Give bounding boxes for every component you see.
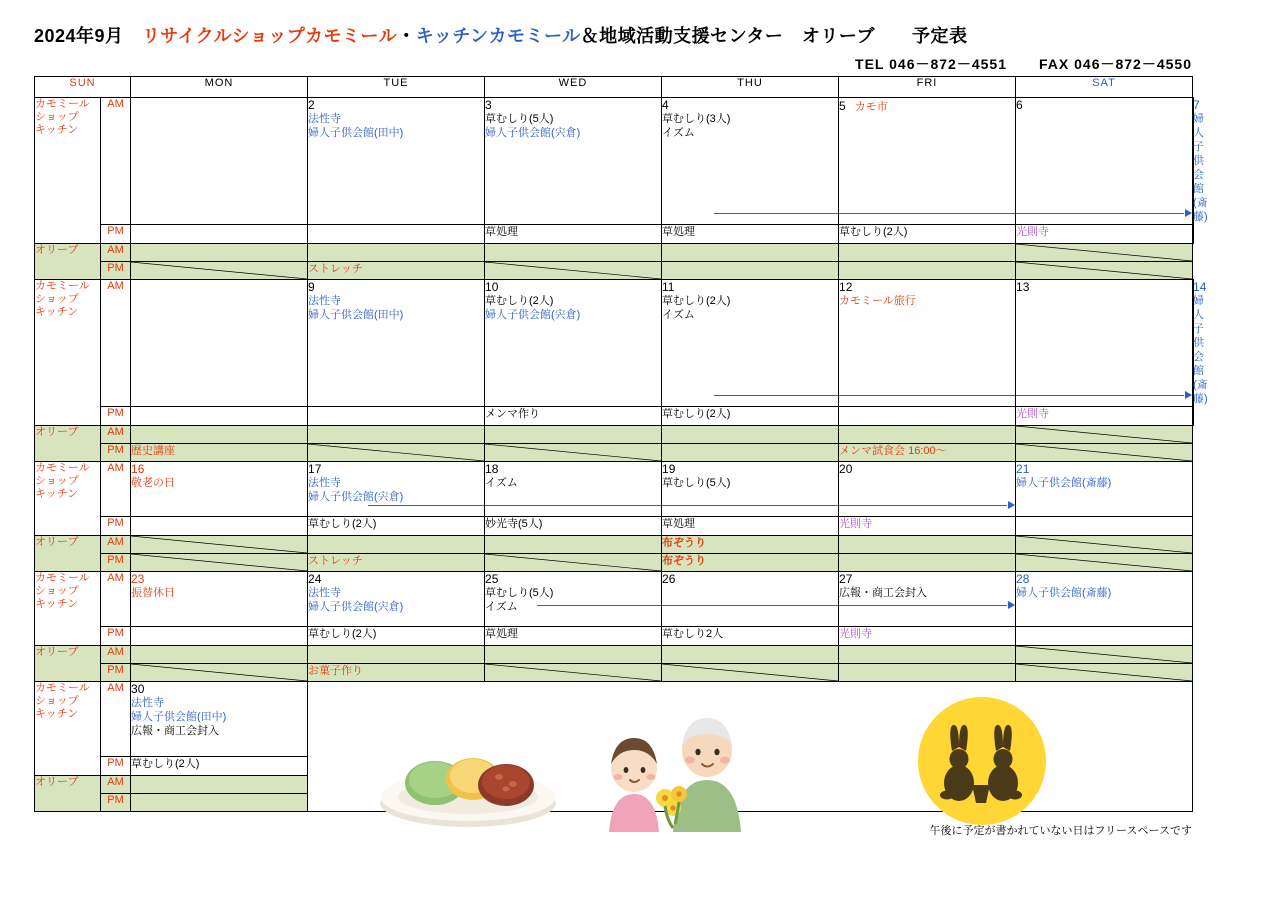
week2-pm-row [35, 407, 1194, 426]
olive-cell-3[interactable] [485, 536, 662, 554]
event-text: メンマ試食会 16:00～ [839, 445, 947, 457]
date-number: 27 [839, 572, 853, 586]
strike-through-icon [308, 444, 484, 461]
olive-cell-6 [1016, 244, 1193, 262]
olive-cell-pm-2 [308, 444, 485, 462]
olive-cell-1[interactable] [131, 426, 308, 444]
strike-through-icon [1016, 426, 1192, 443]
strike-through-icon [662, 664, 838, 681]
event-text: 光則寺 [1016, 408, 1050, 420]
event-text: 草処理 [485, 226, 519, 238]
contact-info [855, 54, 1192, 74]
day-cell-pm-10[interactable] [485, 407, 662, 426]
day-cell-pm-26[interactable] [662, 627, 839, 646]
col-header-fri: FRI [839, 77, 1016, 98]
olive-cell-pm-4 [662, 664, 839, 682]
olive-cell-pm-1[interactable] [131, 444, 308, 462]
row-label-line-2: ショップ [35, 695, 79, 707]
olive-cell-2[interactable] [308, 646, 485, 664]
olive-cell-pm-6 [1016, 664, 1193, 682]
col-header-thu: THU [662, 77, 839, 98]
row-label-olive-2: オリーブ [35, 426, 101, 462]
day-cell-20[interactable] [839, 462, 1016, 517]
row-label-olive-5: オリーブ [35, 776, 101, 812]
continuation-arrow [1016, 208, 1192, 218]
event-text: 草むしり(2人) [662, 408, 731, 420]
event-text: 法性寺 [308, 587, 342, 599]
olive-cell-30-pm[interactable] [131, 794, 308, 812]
row-label-kamomile-1 [35, 98, 101, 244]
strike-through-icon [131, 262, 307, 279]
fax-label: FAX [1039, 56, 1070, 72]
col-header-sun: SUN [35, 77, 131, 98]
ampm-olive-pm-5: PM [101, 794, 131, 812]
day-cell-19[interactable] [662, 462, 839, 517]
date-number: 24 [308, 572, 322, 586]
week3-olive-pm-row [35, 554, 1194, 572]
olive-cell-pm-4[interactable] [662, 554, 839, 572]
row-label-line-2: ショップ [35, 111, 79, 123]
olive-cell-pm-4[interactable] [662, 262, 839, 280]
date-number: 23 [131, 572, 145, 586]
title-part-3: キッチンカモミール [415, 26, 581, 46]
event-text: イズム [485, 477, 518, 489]
row-label-olive-3: オリーブ [35, 536, 101, 572]
continuation-arrow [1016, 390, 1192, 400]
olive-cell-pm-3 [485, 554, 662, 572]
footer-note: 午後に予定が書かれていない日はフリースペースです [929, 825, 1192, 837]
ampm-pm-2: PM [101, 407, 131, 426]
title-part-4: ＆地域活動支援センター オリーブ 予定表 [580, 26, 968, 46]
week1-pm-row [35, 225, 1194, 244]
olive-cell-2[interactable] [308, 426, 485, 444]
day-cell-pm-11[interactable] [662, 407, 839, 426]
continuation-arrow [485, 500, 661, 510]
olive-cell-4[interactable] [662, 646, 839, 664]
event-text: 草むしり(2人) [662, 295, 731, 307]
date-number: 3 [485, 98, 492, 112]
olive-cell-4[interactable] [662, 426, 839, 444]
ampm-am-3: AM [101, 462, 131, 517]
olive-cell-3[interactable] [485, 244, 662, 262]
day-cell-pm-24[interactable] [308, 627, 485, 646]
event-text: 草むしり(2人) [131, 758, 200, 770]
continuation-arrow [839, 390, 1015, 400]
event-text: ストレッチ [308, 263, 363, 275]
olive-cell-5[interactable] [839, 244, 1016, 262]
strike-through-icon [1016, 536, 1192, 553]
event-text: メンマ作り [485, 408, 541, 420]
olive-cell-3[interactable] [485, 426, 662, 444]
olive-cell-2[interactable] [308, 244, 485, 262]
ampm-olive-am-2: AM [101, 426, 131, 444]
event-text: 法性寺 [308, 113, 342, 125]
date-number: 5 [839, 99, 846, 113]
olive-cell-3[interactable] [485, 646, 662, 664]
ampm-pm-5: PM [101, 757, 131, 776]
event-text: 草むしり(2人) [308, 628, 377, 640]
day-cell-7[interactable]: 7 婦人子供会館(斎藤) [1193, 98, 1208, 223]
olive-cell-6 [1016, 646, 1193, 664]
event-text: 草処理 [485, 628, 519, 640]
title-part-0: 2024年9月 [34, 26, 143, 46]
date-number: 17 [308, 462, 322, 476]
week1-am-row [35, 98, 1194, 225]
ampm-olive-pm-4: PM [101, 664, 131, 682]
olive-cell-1[interactable] [131, 244, 308, 262]
event-text: 歴史講座 [131, 445, 176, 457]
event-text: 布ぞうり [662, 537, 707, 549]
title-part-1: リサイクルショップカモミール [142, 26, 398, 46]
event-text: 草むしり(5人) [662, 477, 731, 489]
day-cell-2[interactable] [308, 98, 485, 225]
date-number: 4 [662, 98, 669, 112]
olive-cell-pm-2[interactable] [308, 262, 485, 280]
row-label-olive-4: オリーブ [35, 646, 101, 682]
row-label-kamomile-3 [35, 462, 101, 536]
ampm-olive-am-4: AM [101, 646, 131, 664]
row-label-line-3: キッチン [35, 306, 79, 318]
event-text: 法性寺 [308, 477, 342, 489]
day-cell-14[interactable]: 14 婦人子供会館(斎藤) [1193, 280, 1208, 405]
continuation-arrow [662, 208, 838, 218]
col-header-mon: MON [131, 77, 308, 98]
continuation-arrow [839, 600, 1015, 610]
date-number: 30 [131, 682, 145, 696]
day-cell-pm-7[interactable] [1193, 225, 1194, 244]
day-cell-pm-13[interactable] [1016, 407, 1193, 426]
event-text: 草むしり(3人) [662, 113, 731, 125]
olive-cell-pm-5[interactable] [839, 554, 1016, 572]
day-cell-pm-1[interactable] [131, 407, 308, 426]
week4-olive-pm-row [35, 664, 1194, 682]
row-label-kamomile-2 [35, 280, 101, 426]
tel-number: 046－872－4551 [889, 56, 1007, 72]
row-label-line-1: カモミール [35, 98, 90, 110]
event-text: 草むしり(2人) [485, 295, 554, 307]
ampm-am-1: AM [101, 98, 131, 225]
olive-cell-pm-3 [485, 664, 662, 682]
event-text: 草むしり(5人) [485, 587, 554, 599]
strike-through-icon [1016, 444, 1192, 461]
day-cell-pm-21[interactable] [1016, 517, 1193, 536]
strike-through-icon [1016, 646, 1192, 663]
row-label-line-3: キッチン [35, 488, 79, 500]
olive-cell-6 [1016, 426, 1193, 444]
ampm-olive-pm-1: PM [101, 262, 131, 280]
day-cell-pm-27[interactable] [839, 627, 1016, 646]
event-text: 広報・商工会封入 [131, 725, 220, 737]
day-cell-pm-30[interactable] [131, 757, 308, 776]
strike-through-icon [485, 554, 661, 571]
row-label-line-1: カモミール [35, 572, 90, 584]
day-cell-25[interactable] [485, 572, 662, 627]
strike-through-icon [1016, 244, 1192, 261]
strike-through-icon [485, 262, 661, 279]
olive-cell-pm-4[interactable] [662, 444, 839, 462]
olive-cell-1[interactable] [131, 646, 308, 664]
ampm-olive-am-3: AM [101, 536, 131, 554]
olive-cell-pm-1 [131, 262, 308, 280]
row-label-olive-1: オリーブ [35, 244, 101, 280]
date-number: 26 [662, 572, 676, 586]
event-text: 婦人子供会館(田中) [308, 309, 404, 321]
food-plate-illustration [373, 727, 563, 832]
date-number: 16 [131, 462, 145, 476]
olive-cell-pm-5[interactable] [839, 262, 1016, 280]
calendar-header-row [35, 77, 1194, 98]
event-text: 広報・商工会封入 [839, 587, 928, 599]
olive-cell-4[interactable] [662, 244, 839, 262]
olive-cell-pm-3 [485, 444, 662, 462]
olive-cell-pm-3 [485, 262, 662, 280]
date-number: 11 [662, 280, 675, 294]
olive-cell-pm-1 [131, 554, 308, 572]
day-cell-5[interactable] [839, 98, 1016, 225]
day-cell-pm-5[interactable] [839, 225, 1016, 244]
row-label-kamomile-5 [35, 682, 101, 776]
row-label-line-2: ショップ [35, 475, 79, 487]
event-text: 草処理 [662, 226, 696, 238]
event-text: 草むしり(2人) [839, 226, 908, 238]
event-text: 婦人子供会館(宍倉) [308, 601, 404, 613]
olive-cell-pm-6 [1016, 262, 1193, 280]
date-number: 20 [839, 462, 853, 476]
event-text: 婦人子供会館(斎藤) [1016, 477, 1112, 489]
day-cell-17[interactable] [308, 462, 485, 517]
row-label-line-2: ショップ [35, 293, 79, 305]
day-cell-pm-28[interactable] [1016, 627, 1193, 646]
strike-through-icon [485, 444, 661, 461]
date-number: 7 [1193, 98, 1200, 112]
continuation-arrow [662, 390, 838, 400]
day-cell-21[interactable] [1016, 462, 1193, 517]
olive-cell-4[interactable] [662, 536, 839, 554]
ampm-olive-pm-2: PM [101, 444, 131, 462]
event-text: 光則寺 [1016, 226, 1050, 238]
strike-through-icon [1016, 554, 1192, 571]
row-label-line-3: キッチン [35, 598, 79, 610]
ampm-pm-1: PM [101, 225, 131, 244]
strike-through-icon [131, 536, 307, 553]
day-cell-pm-23[interactable] [131, 627, 308, 646]
day-cell-23[interactable] [131, 572, 308, 627]
week2-olive-am-row [35, 426, 1194, 444]
title-part-2: ・ [397, 26, 416, 46]
event-text: ストレッチ [308, 555, 363, 567]
day-cell-1[interactable] [131, 98, 308, 225]
day-cell-pm-4[interactable] [662, 225, 839, 244]
date-number: 12 [839, 280, 853, 294]
olive-cell-pm-1 [131, 664, 308, 682]
day-cell-pm-6[interactable] [1016, 225, 1193, 244]
day-cell-pm-3[interactable] [485, 225, 662, 244]
olive-cell-pm-5[interactable] [839, 664, 1016, 682]
strike-through-icon [485, 664, 661, 681]
day-cell-pm-16[interactable] [131, 517, 308, 536]
event-text: イズム [485, 601, 518, 613]
strike-through-icon [131, 554, 307, 571]
ampm-olive-am-1: AM [101, 244, 131, 262]
date-number: 25 [485, 572, 499, 586]
week3-pm-row [35, 517, 1194, 536]
day-cell-12[interactable] [839, 280, 1016, 407]
date-number: 10 [485, 280, 499, 294]
ampm-pm-4: PM [101, 627, 131, 646]
fax-number: 046－872－4550 [1074, 56, 1192, 72]
page-title [34, 22, 967, 48]
day-cell-pm-20[interactable] [839, 517, 1016, 536]
day-cell-18[interactable] [485, 462, 662, 517]
day-cell-9[interactable] [308, 280, 485, 407]
date-number: 28 [1016, 572, 1030, 586]
date-number: 13 [1016, 280, 1030, 294]
date-number: 14 [1193, 280, 1207, 294]
col-header-tue: TUE [308, 77, 485, 98]
day-cell-26[interactable] [662, 572, 839, 627]
week2-olive-pm-row [35, 444, 1194, 462]
date-number: 18 [485, 462, 499, 476]
day-cell-11[interactable] [662, 280, 839, 407]
strike-through-icon [131, 664, 307, 681]
olive-cell-1 [131, 536, 308, 554]
ampm-am-5: AM [101, 682, 131, 757]
ampm-olive-am-5: AM [101, 776, 131, 794]
day-cell-30[interactable] [131, 682, 308, 757]
event-text: 婦人子供会館(田中) [308, 127, 404, 139]
continuation-arrow [839, 208, 1015, 218]
event-text: 草むしり(5人) [485, 113, 554, 125]
event-text: 草むしり(2人) [308, 518, 377, 530]
rabbits-silhouette-icon [933, 717, 1033, 809]
day-cell-4[interactable] [662, 98, 839, 225]
event-text: 婦人子供会館(宍倉) [308, 491, 404, 503]
week4-olive-am-row [35, 646, 1194, 664]
event-text: カモ市 [854, 101, 888, 113]
row-label-line-1: カモミール [35, 280, 90, 292]
week5-am-row [35, 682, 1194, 757]
ampm-am-4: AM [101, 572, 131, 627]
event-text: 婦人子供会館(宍倉) [485, 309, 581, 321]
event-text: カモミール旅行 [839, 295, 916, 307]
row-label-line-2: ショップ [35, 585, 79, 597]
ampm-olive-pm-3: PM [101, 554, 131, 572]
event-text: 妙光寺(5人) [485, 518, 543, 530]
event-text: 草処理 [662, 518, 696, 530]
olive-cell-pm-6 [1016, 554, 1193, 572]
family-illustration [603, 702, 753, 837]
olive-cell-pm-2[interactable] [308, 664, 485, 682]
row-label-kamomile-4 [35, 572, 101, 646]
day-cell-10[interactable] [485, 280, 662, 407]
day-cell-16[interactable] [131, 462, 308, 517]
event-text: 光則寺 [839, 628, 873, 640]
event-text: 法性寺 [308, 295, 342, 307]
row-label-line-3: キッチン [35, 708, 79, 720]
week1-olive-pm-row [35, 262, 1194, 280]
row-label-line-3: キッチン [35, 124, 79, 136]
strike-through-icon [1016, 664, 1192, 681]
event-text: 婦人子供会館(斎藤) [1016, 587, 1112, 599]
date-number: 9 [308, 280, 315, 294]
week3-am-row [35, 462, 1194, 517]
continuation-arrow [839, 500, 1015, 510]
day-cell-27[interactable] [839, 572, 1016, 627]
day-cell-pm-17[interactable] [308, 517, 485, 536]
week2-am-row [35, 280, 1194, 407]
ampm-pm-3: PM [101, 517, 131, 536]
week4-am-row [35, 572, 1194, 627]
olive-cell-pm-5[interactable] [839, 444, 1016, 462]
olive-cell-5[interactable] [839, 646, 1016, 664]
olive-cell-5[interactable] [839, 536, 1016, 554]
day-cell-pm-1[interactable] [131, 225, 308, 244]
ampm-am-2: AM [101, 280, 131, 407]
row-label-line-1: カモミール [35, 462, 90, 474]
illustration-area [308, 682, 1193, 812]
event-text: 婦人子供会館(田中) [131, 711, 227, 723]
olive-cell-5[interactable] [839, 426, 1016, 444]
event-text: 振替休日 [131, 587, 176, 599]
event-text: 婦人子供会館(宍倉) [485, 127, 581, 139]
week4-pm-row [35, 627, 1194, 646]
day-cell-1[interactable] [131, 280, 308, 407]
date-number: 2 [308, 98, 315, 112]
day-cell-pm-12[interactable] [839, 407, 1016, 426]
event-text: 法性寺 [131, 697, 165, 709]
date-number: 21 [1016, 462, 1030, 476]
continuation-arrow [662, 500, 838, 510]
event-text: 布ぞうり [662, 555, 707, 567]
day-cell-24[interactable] [308, 572, 485, 627]
date-number: 6 [1016, 98, 1023, 112]
calendar-table [34, 76, 1208, 812]
day-cell-3[interactable] [485, 98, 662, 225]
olive-cell-30-am[interactable] [131, 776, 308, 794]
continuation-arrow [662, 600, 838, 610]
strike-through-icon [1016, 262, 1192, 279]
event-text: イズム [662, 309, 695, 321]
event-text: お菓子作り [308, 665, 364, 677]
olive-cell-2[interactable] [308, 536, 485, 554]
event-text: 草むしり2人 [662, 628, 724, 640]
day-cell-pm-25[interactable] [485, 627, 662, 646]
day-cell-pm-18[interactable] [485, 517, 662, 536]
olive-cell-6 [1016, 536, 1193, 554]
col-header-wed: WED [485, 77, 662, 98]
day-cell-pm-14[interactable] [1193, 407, 1194, 426]
olive-cell-pm-2[interactable] [308, 554, 485, 572]
tel-label: TEL [855, 56, 885, 72]
week3-olive-am-row [35, 536, 1194, 554]
day-cell-pm-2[interactable] [308, 225, 485, 244]
week1-olive-am-row [35, 244, 1194, 262]
olive-cell-pm-6 [1016, 444, 1193, 462]
row-label-line-1: カモミール [35, 682, 90, 694]
day-cell-pm-9[interactable] [308, 407, 485, 426]
day-cell-pm-19[interactable] [662, 517, 839, 536]
day-cell-28[interactable] [1016, 572, 1193, 627]
event-text: イズム [662, 127, 695, 139]
date-number: 19 [662, 462, 676, 476]
event-text: 敬老の日 [131, 477, 176, 489]
col-header-sat: SAT [1016, 77, 1193, 98]
event-text: 光則寺 [839, 518, 873, 530]
